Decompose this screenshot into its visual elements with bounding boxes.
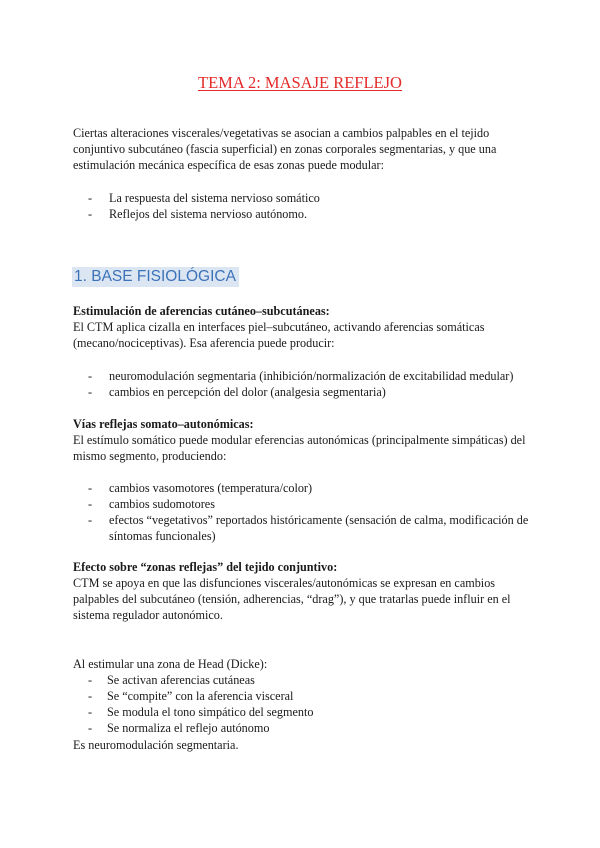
paragraph-line: CTM se apoya en que las disfunciones viscerales/autonómicas se expresan en cambios [73,576,496,590]
document-title: TEMA 2: MASAJE REFLEJO [198,73,402,92]
subheading: Estimulación de aferencias cutáneo–subcutáneas: [73,304,330,318]
subheading: Vías reflejas somato–autonómicas: [73,417,254,431]
subheading: Efecto sobre “zonas reflejas” del tejido conjuntivo: [73,560,338,574]
document-page: TEMA 2: MASAJE REFLEJO Ciertas alteraciones viscerales/vegetativas se asocian a cambios palpables en el tejido conjuntivo subcutáneo (fascia superficial) en zonas corporales segmentarias, y que una estimulación mecánica específica de esas zonas puede modular: - La respuesta del sistema nervioso somático - Reflejos del sistema nervioso autónomo. 1. BASE FISIOLÓGICA Estimulación de aferencias cutáneo–subcutáneas: El CTM aplica cizalla en interfaces piel–subcutáneo, activando aferencias somáticas (mecano/nociceptivas). Esa aferencia puede producir: - neuromodulación segmentaria (inhibición/normalización de excitabilidad medular) - cambios en percepción del dolor (analgesia segmentaria) Vías reflejas somato–autonómicas: El estímulo somático puede modular eferencias autonómicas (principalmente simpáticas) del mismo segmento, produciendo: - cambios vasomotores (temperatura/color) - cambios sudomotores - efectos “vegetativos” reportados históricamente (sensación de calma, modificación de síntomas funcionales) Efecto sobre “zonas reflejas” del tejido conjuntivo: CTM se apoya en que las disfunciones viscerales/autonómicas se expresan en cambios palpables del subcutáneo (tensión, adherencias, “drag”), y que tratarlas puede influir en el sistema regulador autonómico. Al estimular una zona de Head (Dicke): - Se activan aferencias cutáneas - Se “compite” con la aferencia visceral - Se modula el tono simpático del segmento - Se normaliza el reflejo autónomo Es neuromodulación segmentaria. [0,0,600,848]
paragraph-line: sistema regulador autonómico. [73,608,223,622]
paragraph-line: mismo segmento, produciendo: [73,449,227,463]
intro-line: Ciertas alteraciones viscerales/vegetativas se asocian a cambios palpables en el tejido [73,126,490,140]
paragraph-line: Al estimular una zona de Head (Dicke): [73,657,268,671]
paragraph-line: palpables del subcutáneo (tensión, adherencias, “drag”), y que tratarlas puede influir en el [73,592,511,606]
paragraph-line: El estímulo somático puede modular eferencias autonómicas (principalmente simpáticas) del [73,433,526,447]
paragraph-line: (mecano/nociceptivas). Esa aferencia puede producir: [73,336,335,350]
intro-line: estimulación mecánica específica de esas zonas puede modular: [73,158,384,172]
paragraph-line: El CTM aplica cizalla en interfaces piel–subcutáneo, activando aferencias somáticas [73,320,485,334]
section-heading: 1. BASE FISIOLÓGICA [72,267,239,287]
intro-line: conjuntivo subcutáneo (fascia superficial) en zonas corporales segmentarias, y que una [73,142,497,156]
paragraph-line: Es neuromodulación segmentaria. [73,738,239,752]
